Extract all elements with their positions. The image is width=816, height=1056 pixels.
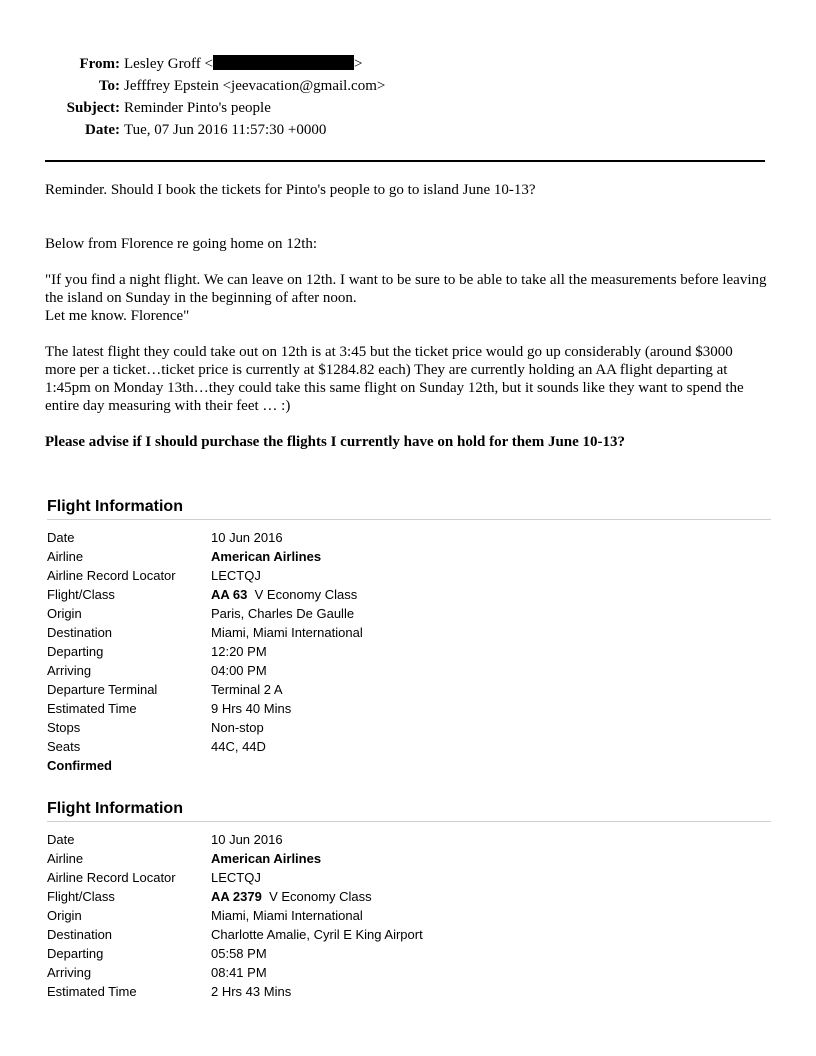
flight-row-airline (47, 547, 771, 566)
quote-line-1: "If you find a night flight. We can leave on 12th. I want to be sure to be able to take all the measurements before leaving the island on Sunday in the beginning of after noon. (45, 272, 767, 306)
row-label: Flight/Class (47, 587, 115, 602)
flight-arriving: 08:41 PM (211, 965, 267, 980)
date-label: Date: (85, 122, 120, 138)
flight-row-date (47, 830, 771, 849)
flight-row-status (47, 756, 771, 775)
row-label: Destination (47, 625, 113, 640)
to-row (45, 75, 765, 97)
row-label: Estimated Time (47, 984, 137, 999)
flight-departing: 12:20 PM (211, 644, 267, 659)
quote-line-2: Let me know. Florence" (45, 308, 190, 324)
flight-info-2 (47, 799, 771, 1001)
flight-origin: Paris, Charles De Gaulle (211, 606, 355, 621)
row-label: Departing (47, 946, 104, 961)
flight-row-origin (47, 906, 771, 925)
row-label: Destination (47, 927, 113, 942)
flight-status: Confirmed (47, 758, 112, 773)
advise-paragraph: Please advise if I should purchase the flights I currently have on hold for them June 10-13? (45, 434, 626, 450)
flight-row-locator (47, 868, 771, 887)
flight-class: V Economy Class (269, 889, 372, 904)
flight-estimated: 2 Hrs 43 Mins (211, 984, 292, 999)
subject-label: Subject: (66, 100, 120, 116)
flight-seats: 44C, 44D (211, 739, 266, 754)
flight-row-class (47, 887, 771, 906)
flight-row-departing (47, 642, 771, 661)
flight-class: V Economy Class (254, 587, 358, 602)
flight-date: 10 Jun 2016 (211, 530, 283, 545)
from-value (124, 53, 362, 75)
flight-class-value (211, 887, 372, 906)
flight-airline: American Airlines (211, 851, 322, 866)
flight-row-date (47, 528, 771, 547)
flight-stops: Non-stop (211, 720, 264, 735)
latest-paragraph: The latest flight they could take out on 12th is at 3:45 but the ticket price would go up considerably (around $3000 more per a ticket…ticket price is currently at $1284.82 each) They are currently holding an AA flight departing at 1:45pm on Monday 13th…they could take this same flight on Sunday 12th, but it sounds like they want to spend the entire day measuring with their feet … :) (45, 344, 744, 414)
date-row (45, 119, 765, 141)
flight-row-estimated (47, 699, 771, 718)
row-label: Arriving (47, 663, 92, 678)
flight-date: 10 Jun 2016 (211, 832, 283, 847)
row-label: Origin (47, 908, 82, 923)
flight-row-stops (47, 718, 771, 737)
row-label: Date (47, 832, 75, 847)
row-label: Airline Record Locator (47, 870, 176, 885)
below-paragraph: Below from Florence re going home on 12th: (45, 236, 318, 252)
row-label: Origin (47, 606, 82, 621)
flight-row-airline (47, 849, 771, 868)
reminder-paragraph: Reminder. Should I book the tickets for Pinto's people to go to island June 10-13? (45, 182, 536, 198)
flight-row-estimated (47, 982, 771, 1001)
flight-departing: 05:58 PM (211, 946, 267, 961)
flight-row-arriving (47, 963, 771, 982)
email-body (45, 181, 767, 451)
quote-paragraph (45, 271, 767, 325)
row-label: Estimated Time (47, 701, 137, 716)
flight-arriving: 04:00 PM (211, 663, 267, 678)
flight-info-1 (47, 497, 771, 775)
flight-airline: American Airlines (211, 549, 322, 564)
flight-origin: Miami, Miami International (211, 908, 363, 923)
flight-class-value (211, 585, 357, 604)
flight-row-arriving (47, 661, 771, 680)
row-label: Departing (47, 644, 104, 659)
flight-row-departing (47, 944, 771, 963)
flight-number: AA 2379 (211, 889, 262, 904)
row-label: Airline Record Locator (47, 568, 176, 583)
flight-row-seats (47, 737, 771, 756)
email-header (45, 53, 765, 141)
flight-title: Flight Information (47, 799, 771, 822)
row-label: Seats (47, 739, 81, 754)
flight-title: Flight Information (47, 497, 771, 520)
date-value: Tue, 07 Jun 2016 11:57:30 +0000 (124, 122, 327, 138)
flight-locator: LECTQJ (211, 870, 261, 885)
flight-terminal: Terminal 2 A (211, 682, 283, 697)
flight-row-class (47, 585, 771, 604)
flight-row-destination (47, 925, 771, 944)
row-label: Departure Terminal (47, 682, 158, 697)
row-label: Stops (47, 720, 81, 735)
flight-row-terminal (47, 680, 771, 699)
flight-destination: Miami, Miami International (211, 625, 363, 640)
row-label: Date (47, 530, 75, 545)
row-label: Airline (47, 851, 84, 866)
subject-row (45, 97, 765, 119)
flight-row-origin (47, 604, 771, 623)
subject-value: Reminder Pinto's people (124, 100, 271, 116)
flight-locator: LECTQJ (211, 568, 261, 583)
header-divider (45, 160, 765, 162)
row-label: Flight/Class (47, 889, 115, 904)
from-label: From: (79, 56, 120, 72)
flight-row-locator (47, 566, 771, 585)
from-name: Lesley Groff < (124, 56, 213, 72)
from-row (45, 53, 765, 75)
flight-destination: Charlotte Amalie, Cyril E King Airport (211, 927, 423, 942)
row-label: Arriving (47, 965, 92, 980)
to-value: Jefffrey Epstein <jeevacation@gmail.com> (124, 78, 386, 94)
redaction-bar (213, 55, 354, 70)
flight-row-destination (47, 623, 771, 642)
flight-estimated: 9 Hrs 40 Mins (211, 701, 292, 716)
flight-number: AA 63 (211, 587, 248, 602)
from-close: > (354, 56, 363, 72)
to-label: To: (98, 78, 120, 94)
row-label: Airline (47, 549, 84, 564)
